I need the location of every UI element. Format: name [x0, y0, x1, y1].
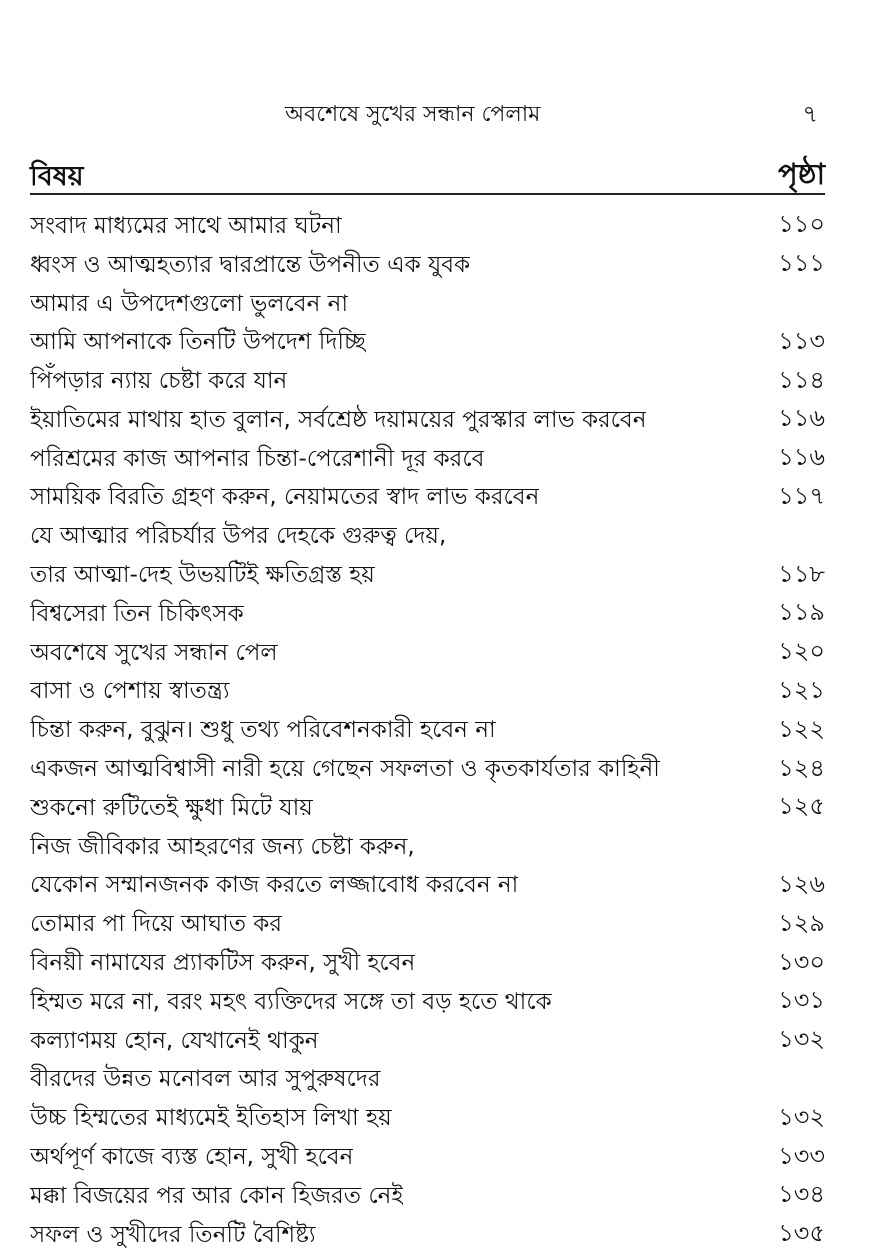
toc-entry-title: আমি আপনাকে তিনটি উপদেশ দিচ্ছি — [30, 329, 366, 356]
toc-entry-title: সফল ও সুখীদের তিনটি বৈশিষ্ট্য — [30, 1221, 316, 1248]
toc-entry-title: ধ্বংস ও আত্মহত্যার দ্বারপ্রান্তে উপনীত এক যুবক — [30, 251, 471, 278]
toc-entry — [30, 1022, 825, 1061]
toc-entry — [30, 323, 825, 362]
toc-entry — [30, 1138, 825, 1177]
toc-entry-page: ১৩১ — [778, 986, 825, 1015]
toc-entry — [30, 983, 825, 1022]
toc-entry-page: ১১০ — [778, 210, 825, 239]
toc-entry-title: নিজ জীবিকার আহরণের জন্য চেষ্টা করুন, — [30, 833, 415, 860]
toc-entry — [30, 556, 825, 595]
toc-entry-title: বাসা ও পেশায় স্বাতন্ত্র্য — [30, 678, 230, 705]
topic-column-header: বিষয় — [30, 161, 84, 192]
table-of-contents — [30, 207, 825, 1255]
toc-entry-page: ১১৯ — [778, 598, 825, 627]
toc-entry-title: বিনয়ী নামাযের প্র্যাকটিস করুন, সুখী হবেন — [30, 950, 416, 977]
running-header-title: অবশেষে সুখের সন্ধান পেলাম — [285, 102, 541, 127]
toc-entry-title: শুকনো রুটিতেই ক্ষুধা মিটে যায় — [30, 794, 313, 821]
toc-entry — [30, 479, 825, 518]
toc-entry-title: তার আত্মা-দেহ উভয়টিই ক্ষতিগ্রস্ত হয় — [30, 562, 375, 589]
toc-entry — [30, 517, 825, 556]
toc-entry-page: ১১১ — [778, 249, 825, 278]
toc-entry-title: অবশেষে সুখের সন্ধান পেল — [30, 639, 278, 666]
toc-entry-page: ১৩২ — [778, 1025, 825, 1054]
toc-entry-page: ১১৬ — [778, 443, 825, 472]
toc-entry — [30, 867, 825, 906]
toc-entry-page: ১১৪ — [778, 365, 825, 394]
page-column-header: পৃষ্ঠা — [778, 157, 825, 191]
toc-entry — [30, 905, 825, 944]
toc-entry-title: যে আত্মার পরিচর্যার উপর দেহকে গুরুত্ব দেয়, — [30, 523, 447, 550]
toc-entry — [30, 207, 825, 246]
toc-entry-page: ১১৬ — [778, 404, 825, 433]
toc-entry-title: বীরদের উন্নত মনোবল আর সুপুরুষদের — [30, 1066, 381, 1093]
toc-entry-title: হিম্মত মরে না, বরং মহৎ ব্যক্তিদের সঙ্গে তা বড় হতে থাকে — [30, 988, 552, 1015]
toc-entry-title: মক্কা বিজয়ের পর আর কোন হিজরত নেই — [30, 1182, 404, 1209]
toc-entry — [30, 401, 825, 440]
toc-entry — [30, 595, 825, 634]
toc-entry-page: ১৩২ — [778, 1102, 825, 1131]
toc-entry-page: ১২৪ — [778, 753, 825, 782]
toc-entry — [30, 750, 825, 789]
toc-entry-title: একজন আত্মবিশ্বাসী নারী হয়ে গেছেন সফলতা ও কৃতকার্যতার কাহিনী — [30, 756, 660, 783]
toc-entry-title: কল্যাণময় হোন, যেখানেই থাকুন — [30, 1027, 319, 1054]
toc-entry-title: পিঁপড়ার ন্যায় চেষ্টা করে যান — [30, 368, 288, 395]
toc-entry — [30, 285, 825, 324]
header-divider — [30, 193, 825, 195]
toc-entry — [30, 246, 825, 285]
toc-entry-title: অর্থপূর্ণ কাজে ব্যস্ত হোন, সুখী হবেন — [30, 1144, 354, 1171]
toc-entry — [30, 1099, 825, 1138]
toc-entry — [30, 1216, 825, 1255]
toc-entry-page: ১২২ — [778, 714, 825, 743]
toc-entry — [30, 362, 825, 401]
toc-entry-title: তোমার পা দিয়ে আঘাত কর — [30, 911, 283, 938]
toc-entry-title: সাময়িক বিরতি গ্রহণ করুন, নেয়ামতের স্বাদ লাভ করবেন — [30, 484, 540, 511]
toc-entry-page: ১১৮ — [778, 559, 825, 588]
toc-entry — [30, 634, 825, 673]
toc-entry-title: ইয়াতিমের মাথায় হাত বুলান, সর্বশ্রেষ্ঠ দয়াময়ের পুরস্কার লাভ করবেন — [30, 406, 647, 433]
toc-entry — [30, 828, 825, 867]
toc-entry — [30, 440, 825, 479]
toc-entry-page: ১২০ — [778, 637, 825, 666]
toc-entry — [30, 1061, 825, 1100]
toc-entry — [30, 673, 825, 712]
toc-entry-page: ১২৬ — [778, 869, 825, 898]
page-number: ৭ — [802, 100, 818, 128]
toc-entry-page: ১১৩ — [778, 326, 825, 355]
toc-entry — [30, 711, 825, 750]
toc-entry-page: ১২১ — [778, 675, 825, 704]
toc-entry-page: ১৩৫ — [778, 1219, 825, 1248]
toc-entry-page: ১২৫ — [778, 792, 825, 821]
toc-entry-title: উচ্চ হিম্মতের মাধ্যমেই ইতিহাস লিখা হয় — [30, 1105, 392, 1132]
toc-entry-page: ১৩৩ — [778, 1141, 825, 1170]
toc-entry — [30, 944, 825, 983]
toc-entry-title: বিশ্বসেরা তিন চিকিৎসক — [30, 600, 244, 627]
toc-entry — [30, 789, 825, 828]
toc-entry-page: ১৩৪ — [778, 1180, 825, 1209]
toc-entry-title: সংবাদ মাধ্যমের সাথে আমার ঘটনা — [30, 212, 342, 239]
toc-entry-title: আমার এ উপদেশগুলো ভুলবেন না — [30, 290, 349, 317]
toc-entry — [30, 1177, 825, 1216]
toc-entry-title: পরিশ্রমের কাজ আপনার চিন্তা-পেরেশানী দূর করবে — [30, 445, 485, 472]
toc-entry-title: চিন্তা করুন, বুঝুন। শুধু তথ্য পরিবেশনকারী হবেন না — [30, 717, 496, 744]
toc-entry-page: ১১৭ — [778, 481, 825, 510]
toc-entry-page: ১৩০ — [778, 947, 825, 976]
toc-entry-page: ১২৯ — [778, 908, 825, 937]
toc-entry-title: যেকোন সম্মানজনক কাজ করতে লজ্জাবোধ করবেন না — [30, 872, 519, 899]
